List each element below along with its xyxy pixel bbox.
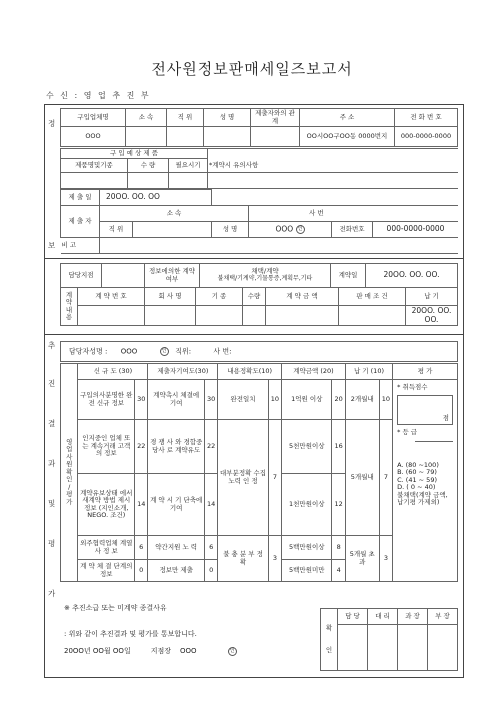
eval-row3-b: 계 약 시 기 단축에 기여 [148,474,205,536]
eval-row5-bs: 0 [204,560,217,582]
eval-side-label: 영 업 사 원 확 인 / 평 가 [61,364,78,582]
header-dept: 소 속 [126,109,167,127]
eval-row1-b: 계약촉시 체결에 기여 [148,380,205,420]
score-unit: 점 [442,414,449,422]
purchase-qty-value[interactable] [128,173,169,189]
eval-row4-ds: 8 [332,536,345,560]
eval-row5-b: 정보만 제출 [148,560,205,582]
eval-row3-a: 계약유보상태 에서 새계약 방법 제시정보 (지인소개, NEGO. 조건) [78,474,135,536]
contract-col-delivery: 납 기 [406,288,458,306]
submitter-name-label: 성 명 [212,222,249,238]
header-company: 구입업체명 [61,109,126,127]
eval-row4-bs: 6 [204,536,217,560]
grade-title: * 등 급 [397,428,418,437]
eval-score-grade [393,380,458,582]
contract-number-value[interactable] [78,306,145,326]
eval-row3-d: 1천만원이상 [282,474,332,536]
address-value[interactable]: OO시OO구OO동 0000번지 [300,127,395,147]
purchase-table [60,148,458,189]
eval-row4-b: 약간지원 노 력 [148,536,205,560]
eval-staff-line: 담당자성명 : OOO 인 직위: 사 번: [61,342,458,362]
contract-col-amount: 계 약 금 액 [266,288,339,306]
purchase-notes-value[interactable] [208,173,459,189]
eval-row1-c: 완전일치 [218,380,268,420]
eval-row1-cs: 10 [268,380,281,420]
page-title: 전사원정보판매세일즈보고서 [151,60,353,78]
approval-col-director: 부 장 [428,609,458,625]
eval-row2-c: 대부분정확 수집 노력 인 정 [218,420,268,536]
eval-row4-cs: 3 [268,536,281,582]
section-label-progress: 추 [48,341,56,350]
eval-row2-es: 7 [379,420,392,536]
remarks-value[interactable] [100,238,459,254]
grade-c: C. (41 ~ 59) [397,475,437,484]
submit-table [60,189,458,254]
section-label-progress-6: 평 [48,539,56,548]
section-label-progress-7: 가 [48,589,56,598]
approval-sign-staff[interactable] [338,625,368,671]
eval-row5-a: 계 약 체 결 단계의 정보 [78,560,135,582]
score-title: * 취득점수 [397,383,428,391]
eval-row1-e: 2개월내 [345,380,379,420]
contract-amount-value[interactable] [266,306,339,326]
contract-terms-value[interactable] [339,306,406,326]
name-value[interactable] [204,127,251,147]
eval-table [60,363,458,582]
eval-row4-as: 6 [135,536,148,560]
eval-row4-e: 5개월 초 과 [345,536,379,582]
phone-value[interactable]: 000-0000-0000 [395,127,458,147]
contract-detail-table [60,287,458,326]
eval-row4-es: 3 [379,536,392,582]
contract-col-model: 기 종 [196,288,243,306]
grade-a: A. (80 ~100) [397,460,439,469]
header-phone: 전 화 번 호 [395,109,458,127]
section-label-info: 정 [48,119,56,128]
contract-col-qty: 수량 [243,288,266,306]
submitter-name-value[interactable]: OOO 인 [249,222,332,238]
contract-date-value[interactable]: 20OO. OO. OO. [366,264,458,288]
contract-info-label: 정보에의한 계약여부 [145,264,200,288]
header-relation: 제출자와의 관 계 [251,109,300,127]
submitter-label: 제 출 자 [61,206,100,238]
section-label-info-bottom: 보 [48,241,56,250]
footer-statement: : 위와 같이 추진결과 및 평가를 통보합니다. [64,630,197,638]
eval-row2-ds: 16 [332,420,345,474]
contract-qty-value[interactable] [243,306,266,326]
contract-col-number: 계 약 번 호 [78,288,145,306]
eval-header-amount: 계약금액 (20) [282,364,346,380]
relation-value[interactable] [251,127,300,147]
eval-row2-d: 5천만원이상 [282,420,332,474]
eval-row1-es: 10 [379,380,392,420]
remarks-label: 비 고 [61,238,100,254]
section-label-progress-5: 및 [48,499,56,508]
grade-reject: 불채택(계약 금액,납기평 가제외) [397,490,448,507]
eval-header-grade: 평 가 [393,364,458,380]
recipient: 수 신 : 영 업 추 진 부 [46,91,151,100]
eval-header-delivery: 납 기 (10) [345,364,392,380]
approval-side-label: 확 인 [321,609,338,671]
submitter-phone-value[interactable]: 000-0000-0000 [373,222,459,238]
contract-section-divider [44,258,464,259]
contract-type: 채택/계약 불채택/기계약,기물통증,계획무,기타 [200,264,331,288]
section-label-progress-3: 결 [48,419,56,428]
customer-table [60,108,458,147]
eval-row2-e: 5개월내 [345,420,379,536]
eval-row2-b: 경 쟁 사 와 경합중 당사 로 계약유도 [148,420,205,474]
section-label-progress-2: 진 [48,379,56,388]
eval-row5-as: 0 [135,560,148,582]
header-position: 직 위 [167,109,204,127]
contract-branch-label: 담당지점 [61,264,102,288]
eval-row2-cs: 7 [268,420,281,536]
footer-date-line: 20OO년 OO월 OO일 지점장 OOO 인 [64,646,237,656]
eval-row1-d: 1억원 이상 [282,380,332,420]
eval-row3-as: 14 [135,474,148,536]
purchase-product-value[interactable] [61,173,128,189]
contract-delivery-value[interactable]: 20OO. OO. OO. [406,306,458,326]
submitter-position: 직 위 [100,222,133,238]
eval-row2-as: 22 [135,420,148,474]
eval-row5-d: 5백만원미만 [282,560,332,582]
contract-model-value[interactable] [196,306,243,326]
purchase-col-timing: 필요시기 [169,159,208,173]
eval-section-divider [44,334,464,335]
contract-col-terms: 판 매 조 건 [339,288,406,306]
eval-row3-ds: 12 [332,474,345,536]
eval-row5-ds: 4 [332,560,345,582]
approval-col-manager: 과 장 [398,609,428,625]
eval-row4-a: 외주협력업체 계열사 정 보 [78,536,135,560]
purchase-col-notes: *계약시 유의사항 [208,159,459,173]
eval-row1-ds: 20 [332,380,345,420]
eval-row3-bs: 14 [204,474,217,536]
eval-row1-bs: 30 [204,380,217,420]
approval-sign-manager[interactable] [398,625,428,671]
grade-d: D. ( 0 ~ 40) [397,483,436,492]
submitter-dept: 소 속 [100,206,249,222]
contract-table [60,263,458,288]
footer-note: ※ 추진소급 또는 미계약 종결사유 [64,604,167,612]
contract-company-value[interactable] [145,306,196,326]
submitter-phone-label: 전화번호 [332,222,373,238]
eval-row1-a: 구입의사분명한 완전 신규 정보 [78,380,135,420]
purchase-col-product: 제품명및기종 [61,159,128,173]
contract-col-company: 회 사 명 [145,288,196,306]
position-value[interactable] [167,127,204,147]
submit-date-label: 제 출 일 [61,190,100,206]
score-box[interactable] [397,395,453,425]
eval-header-contrib: 제출자기여도(30) [148,364,218,380]
header-name: 성 명 [204,109,251,127]
submitter-empno: 사 번 [249,206,459,222]
approval-sign-director[interactable] [428,625,458,671]
eval-header-accuracy: 내용정확도(10) [218,364,282,380]
section-label-progress-4: 과 [48,459,56,468]
approval-table [320,608,458,671]
purchase-header: 구 입 예 상 제 품 [61,149,208,159]
eval-row1-as: 30 [135,380,148,420]
approval-col-staff: 담 당 [338,609,368,625]
eval-header-new: 신 규 도 (30) [78,364,148,380]
submit-date-value[interactable]: 20OO. OO. OO [100,190,212,206]
company-value[interactable]: OOO [61,127,126,147]
eval-row2-bs: 22 [204,420,217,474]
purchase-timing-value[interactable] [169,173,208,189]
dept-value[interactable] [126,127,167,147]
grade-b: B. (60 ~ 79) [397,468,437,477]
contract-side-label: 계 약 내 용 [61,288,78,326]
header-address: 주 소 [300,109,395,127]
purchase-col-qty: 수 량 [128,159,169,173]
eval-row4-d: 5백만원이상 [282,536,332,560]
approval-col-deputy: 대 리 [368,609,398,625]
contract-date-label: 계약일 [331,264,366,288]
eval-row2-a: 인지중인 업체 또는 계속거래 고객의 정보 [78,420,135,474]
eval-row4-c: 불 충 분 부 정 확 [218,536,268,582]
seal-mark: 인 [296,225,305,234]
eval-staff-table [60,341,458,362]
approval-sign-deputy[interactable] [368,625,398,671]
